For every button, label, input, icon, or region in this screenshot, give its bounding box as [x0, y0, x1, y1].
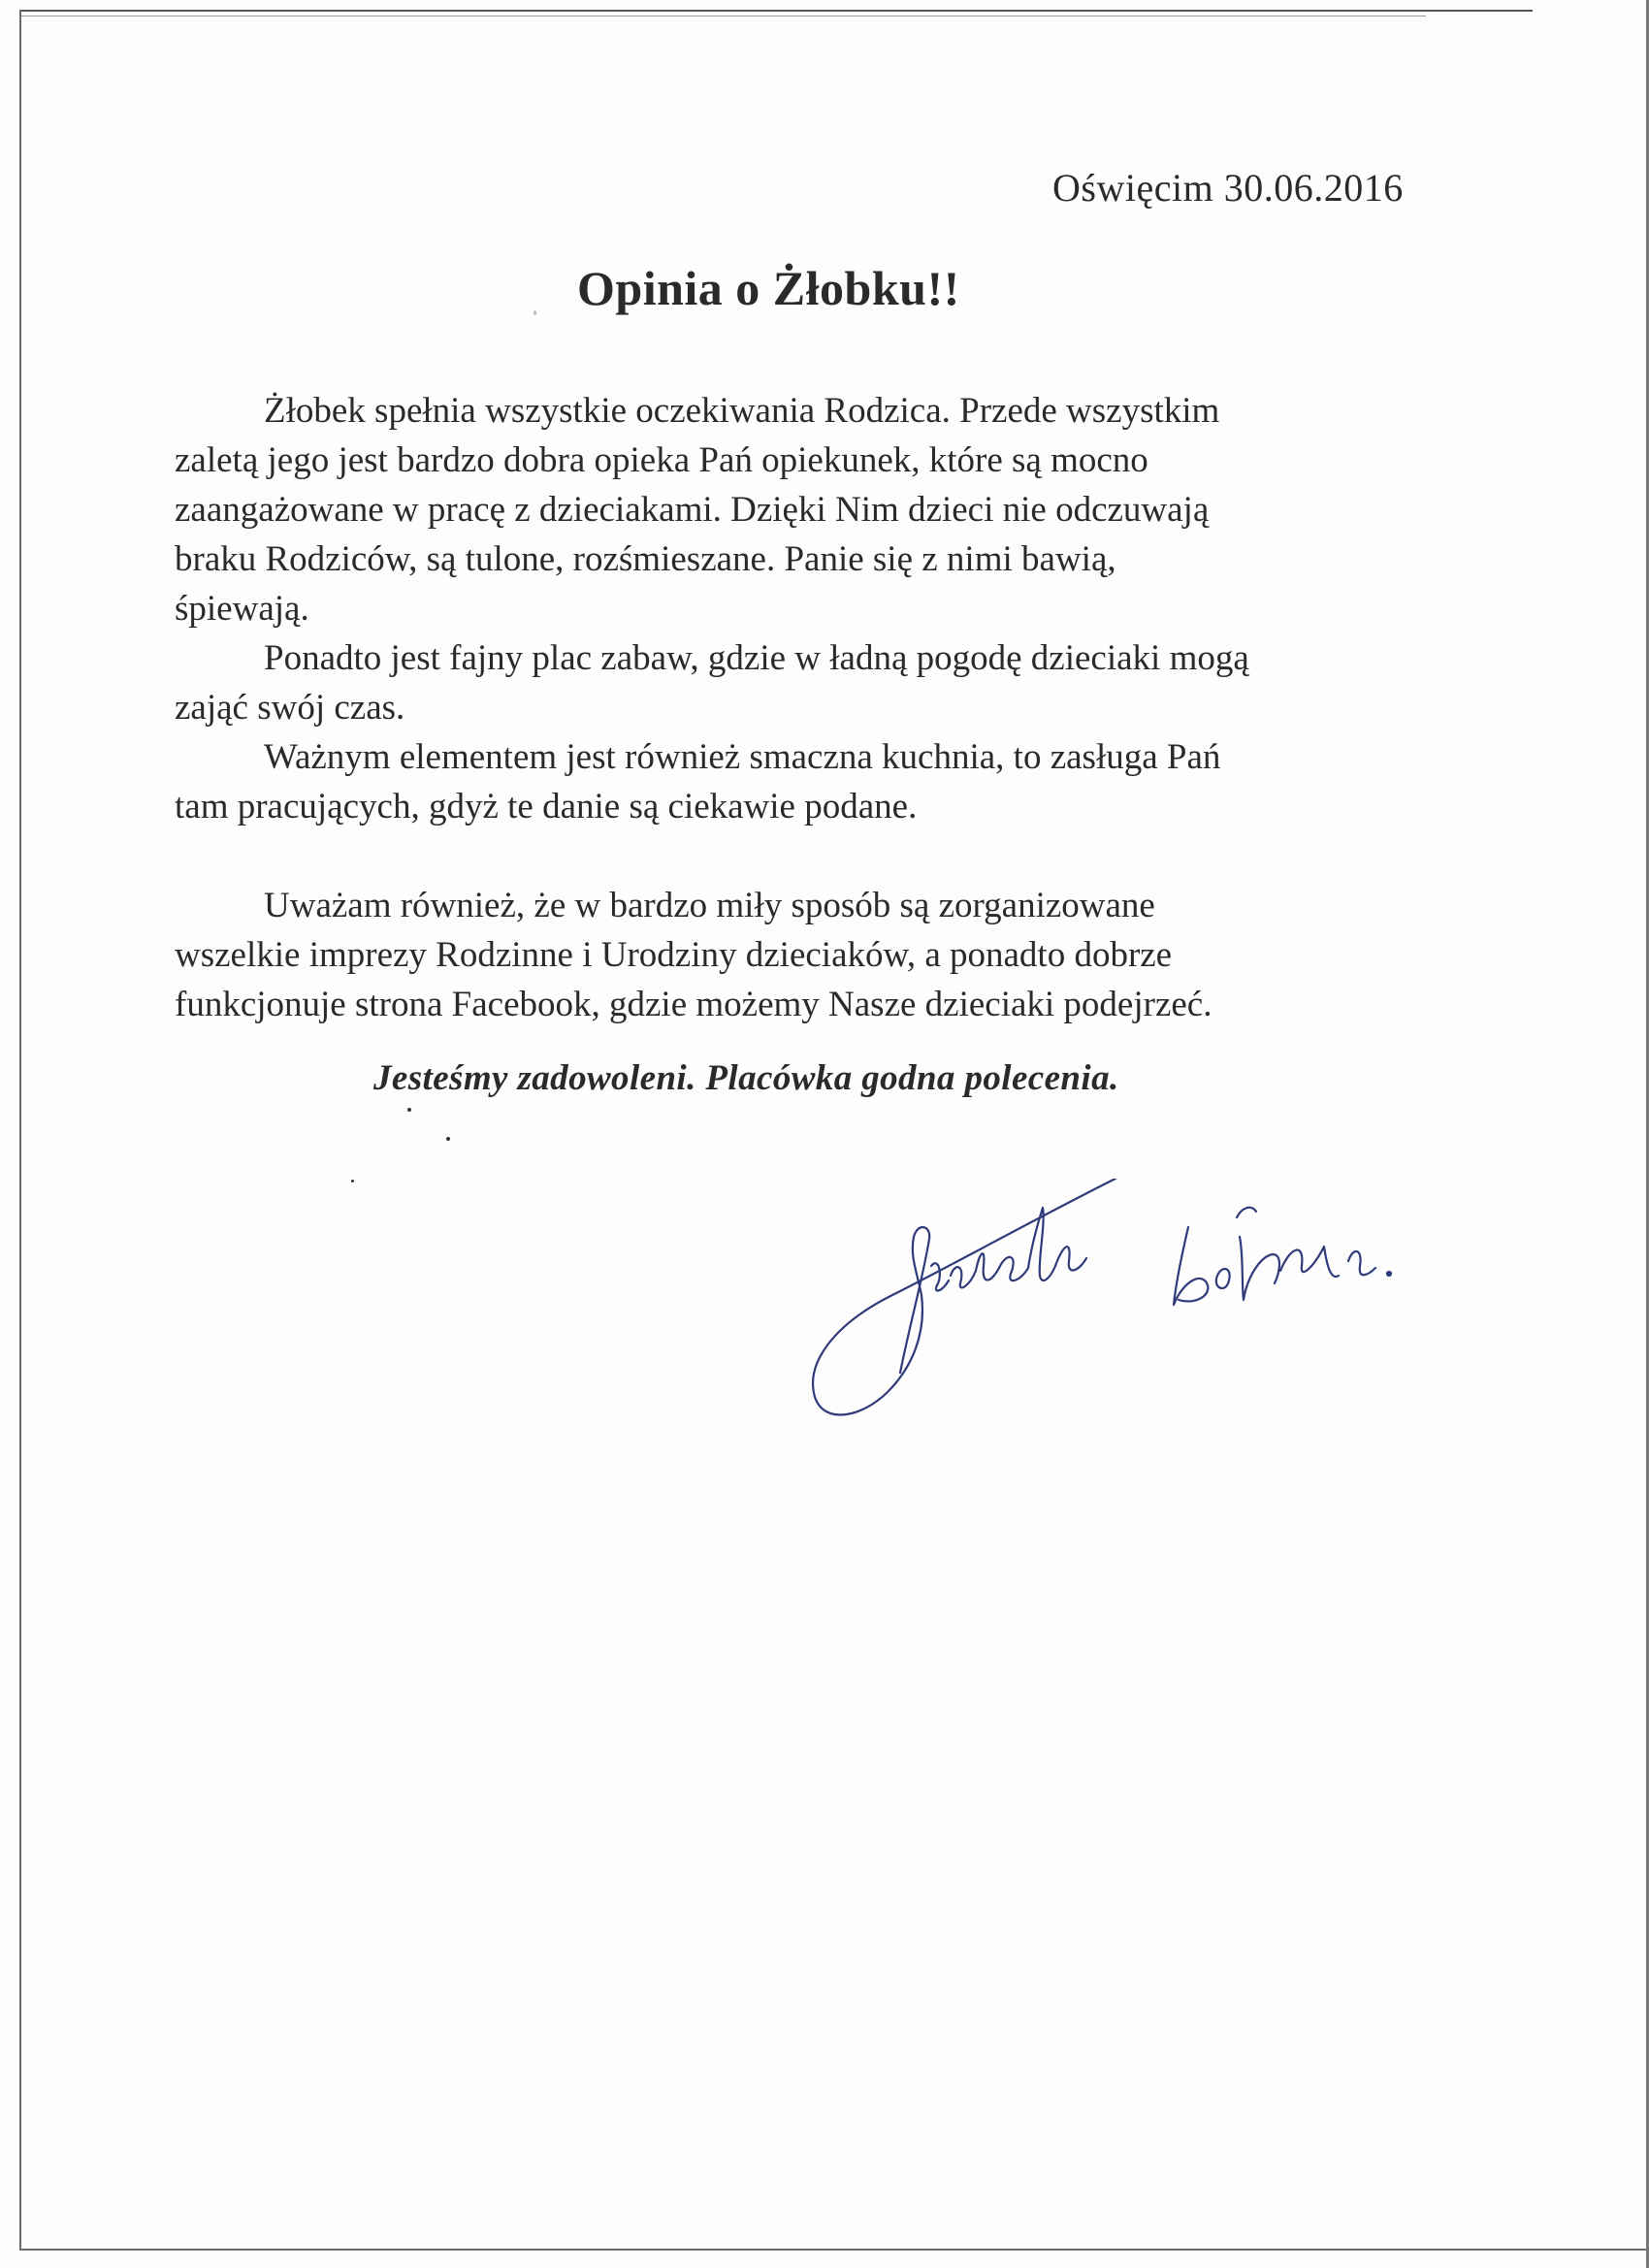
- body-line: Ważnym elementem jest również smaczna kuchnia, to zasługa Pań: [264, 737, 1221, 777]
- body-line: tam pracujących, gdyż te danie są ciekawie podane.: [175, 787, 918, 826]
- stray-mark: [534, 310, 536, 315]
- letter-body: [175, 386, 1445, 1029]
- paragraph-spacer: [252, 831, 1445, 881]
- stray-dot: [446, 1137, 450, 1141]
- body-line: funkcjonuje strona Facebook, gdzie możemy Nasze dzieciaki podejrzeć.: [175, 985, 1212, 1024]
- closing-statement: Jesteśmy zadowoleni. Placówka godna polecenia.: [373, 1058, 1119, 1098]
- scan-border-top: [19, 10, 1533, 12]
- body-line: Ponadto jest fajny plac zabaw, gdzie w ładną pogodę dzieciaki mogą: [264, 638, 1249, 678]
- place-and-date: Oświęcim 30.06.2016: [1052, 166, 1404, 210]
- body-line: zaletą jego jest bardzo dobra opieka Pań opiekunek, które są mocno: [175, 440, 1148, 480]
- letter-title: Opinia o Żłobku!!: [577, 261, 960, 315]
- body-line: wszelkie imprezy Rodzinne i Urodziny dzieciaków, a ponadto dobrze: [175, 935, 1173, 975]
- stray-dot: [407, 1108, 411, 1112]
- body-line: Żłobek spełnia wszystkie oczekiwania Rodzica. Przede wszystkim: [264, 391, 1220, 431]
- body-line: braku Rodziców, są tulone, rozśmieszane. Panie się z nimi bawią,: [175, 539, 1116, 579]
- stray-dot: [351, 1180, 354, 1183]
- scan-border-bottom: [19, 2249, 1649, 2251]
- body-line: zająć swój czas.: [175, 688, 405, 728]
- body-line: zaangażowane w pracę z dzieciakami. Dzięki Nim dzieci nie odczuwają: [175, 490, 1210, 530]
- handwritten-signature: [795, 1179, 1397, 1431]
- body-line: śpiewają.: [175, 589, 309, 629]
- scan-border-left: [19, 10, 21, 2251]
- body-line: Uważam również, że w bardzo miły sposób są zorganizowane: [264, 886, 1155, 925]
